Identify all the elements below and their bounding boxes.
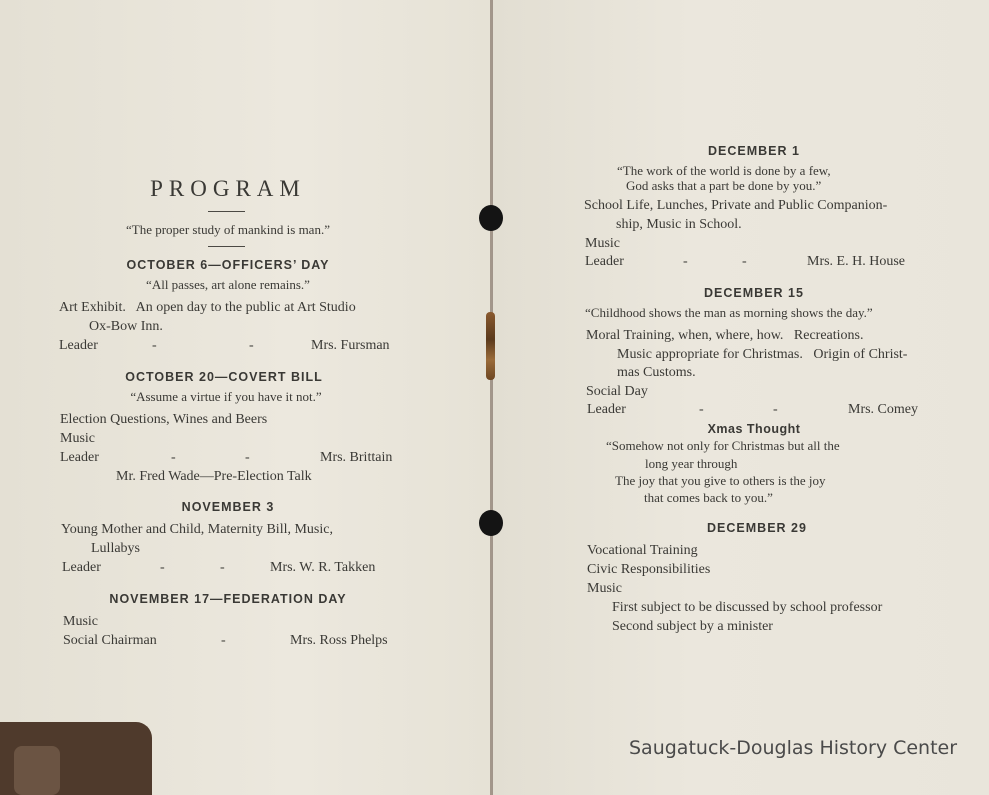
nov17-chair-row [63, 633, 403, 651]
oct20-quote: “Assume a virtue if you have it not.” [130, 389, 322, 404]
oct6-dash-2: - [249, 338, 254, 353]
title-rule [208, 211, 245, 212]
oct20-heading: OCTOBER 20—COVERT BILL [125, 370, 323, 384]
dec15-leader-label: Leader [587, 402, 626, 417]
dec15-line1: Moral Training, when, where, how. Recreations. [586, 328, 864, 343]
dec1-leader-label: Leader [585, 254, 624, 269]
program-title: PROGRAM [150, 176, 306, 201]
nov3-leader-label: Leader [62, 560, 101, 575]
history-center-watermark: Saugatuck-Douglas History Center [629, 737, 958, 759]
xmas-line3: The joy that you give to others is the joy [615, 473, 826, 488]
dec1-leader-row [585, 254, 925, 272]
dec15-line3: mas Customs. [617, 365, 696, 380]
nov3-line1: Young Mother and Child, Maternity Bill, Music, [61, 522, 333, 537]
dec1-quote2: God asks that a part be done by you.” [626, 178, 822, 193]
xmas-heading: Xmas Thought [707, 422, 801, 436]
binding-hole-top [479, 205, 503, 231]
dec15-leader-row [587, 402, 927, 420]
book-spine [490, 0, 493, 795]
oct6-leader-label: Leader [59, 338, 98, 353]
nov3-dash-2: - [220, 560, 225, 575]
dec29-line2: Civic Responsibilities [587, 562, 711, 577]
nov17-chair-name: Mrs. Ross Phelps [290, 633, 388, 648]
oct20-line2: Music [60, 431, 95, 446]
nov17-heading: NOVEMBER 17—FEDERATION DAY [109, 592, 347, 606]
oct20-leader-row [60, 450, 400, 468]
nov17-line1: Music [63, 614, 98, 629]
dec1-dash-1: - [683, 254, 688, 269]
oct6-dash-1: - [152, 338, 157, 353]
dec15-line4: Social Day [586, 384, 648, 399]
oct20-talk: Mr. Fred Wade—Pre-Election Talk [116, 469, 312, 484]
oct20-leader-name: Mrs. Brittain [320, 450, 393, 465]
binding-hole-bottom [479, 510, 503, 536]
dec15-leader-name: Mrs. Comey [848, 402, 918, 417]
oct6-leader-name: Mrs. Fursman [311, 338, 390, 353]
dec1-line3: Music [585, 236, 620, 251]
oct20-dash-2: - [245, 450, 250, 465]
dec29-heading: DECEMBER 29 [707, 521, 807, 535]
dec15-line2: Music appropriate for Christmas. Origin of Christ- [617, 347, 908, 362]
nov3-dash-1: - [160, 560, 165, 575]
xmas-line1: “Somehow not only for Christmas but all the [606, 438, 840, 453]
nov3-line2: Lullabys [91, 541, 140, 556]
oct20-dash-1: - [171, 450, 176, 465]
oct6-line2: Ox-Bow Inn. [89, 319, 163, 334]
dec1-quote1: “The work of the world is done by a few, [617, 163, 831, 178]
nov17-dash: - [221, 633, 226, 648]
dec1-leader-name: Mrs. E. H. House [807, 254, 905, 269]
dec29-line4: First subject to be discussed by school professor [612, 600, 883, 615]
xmas-line4: that comes back to you.” [644, 490, 773, 505]
dec15-quote: “Childhood shows the man as morning shows the day.” [585, 305, 873, 320]
nov17-chair-label: Social Chairman [63, 633, 157, 648]
oct6-leader-row [59, 338, 399, 356]
dec1-line1: School Life, Lunches, Private and Public Companion- [584, 198, 888, 213]
xmas-line2: long year through [645, 456, 738, 471]
dec1-dash-2: - [742, 254, 747, 269]
oct6-line1: Art Exhibit. An open day to the public at Art Studio [59, 300, 356, 315]
dark-object-detail [14, 746, 60, 795]
nov3-leader-row [62, 560, 402, 578]
oct20-leader-label: Leader [60, 450, 99, 465]
dec1-heading: DECEMBER 1 [708, 144, 800, 158]
right-page [492, 0, 989, 795]
dec29-line5: Second subject by a minister [612, 619, 773, 634]
dec1-line2: ship, Music in School. [616, 217, 742, 232]
nov3-leader-name: Mrs. W. R. Takken [270, 560, 376, 575]
nov3-heading: NOVEMBER 3 [181, 500, 275, 514]
dec29-line1: Vocational Training [587, 543, 698, 558]
dec29-line3: Music [587, 581, 622, 596]
dec15-heading: DECEMBER 15 [704, 286, 804, 300]
oct6-quote: “All passes, art alone remains.” [146, 277, 310, 292]
dec15-dash-1: - [699, 402, 704, 417]
dec15-dash-2: - [773, 402, 778, 417]
motto-rule [208, 246, 245, 247]
program-motto: “The proper study of mankind is man.” [126, 222, 330, 237]
oct6-heading: OCTOBER 6—OFFICERS’ DAY [126, 258, 330, 272]
oct20-line1: Election Questions, Wines and Beers [60, 412, 268, 427]
torn-binding [486, 312, 495, 380]
